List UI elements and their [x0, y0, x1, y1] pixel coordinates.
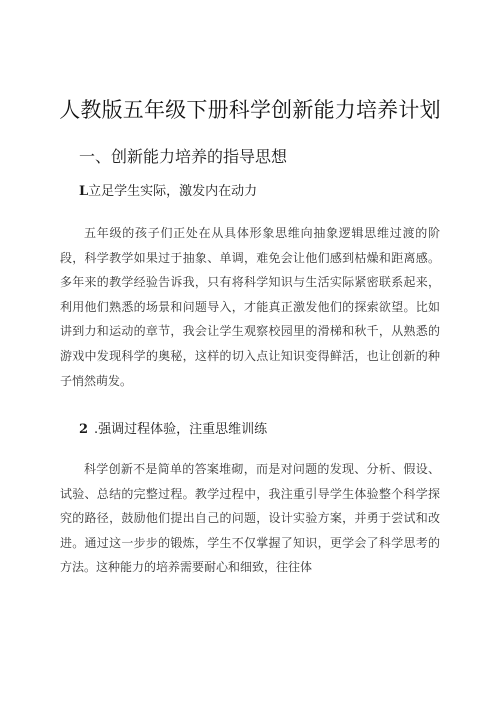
subsection-title-1: 立足学生实际，激发内在动力	[88, 184, 258, 199]
subsection-heading-1	[79, 182, 257, 202]
subsection-title-2: .强调过程体验，注重思维训练	[94, 422, 268, 437]
subsection-heading-2	[79, 420, 267, 440]
section-heading: 一、创新能力培养的指导思想	[79, 147, 288, 166]
subsection-number-2: 2	[79, 422, 89, 437]
paragraph-2: 科学创新不是简单的答案堆砌，而是对问题的发现、分析、假设、试验、总结的完整过程。教学过程中，我注重引导学生体验整个科学探究的路径，鼓励他们提出自己的问题，设计实验方案，并勇于尝试和改进。通过这一步步的锻炼，学生不仅掌握了知识，更学会了科学思考的方法。这种能力的培养需要耐心和细致，往往体	[60, 462, 440, 575]
subsection-number-1: L	[79, 184, 89, 199]
paragraph-1: 五年级的孩子们正处在从具体形象思维向抽象逻辑思维过渡的阶段，科学教学如果过于抽象、单调，难免会让他们感到枯燥和距离感。多年来的教学经验告诉我，只有将科学知识与生活实际紧密联系起来，利用他们熟悉的场景和问题导入，才能真正激发他们的探索欲望。比如讲到力和运动的章节，我会让学生观察校园里的滑梯和秋千，从熟悉的游戏中发现科学的奥秘，这样的切入点让知识变得鲜活，也让创新的种子悄然萌发。	[60, 226, 440, 388]
document-title: 人教版五年级下册科学创新能力培养计划	[59, 98, 441, 122]
